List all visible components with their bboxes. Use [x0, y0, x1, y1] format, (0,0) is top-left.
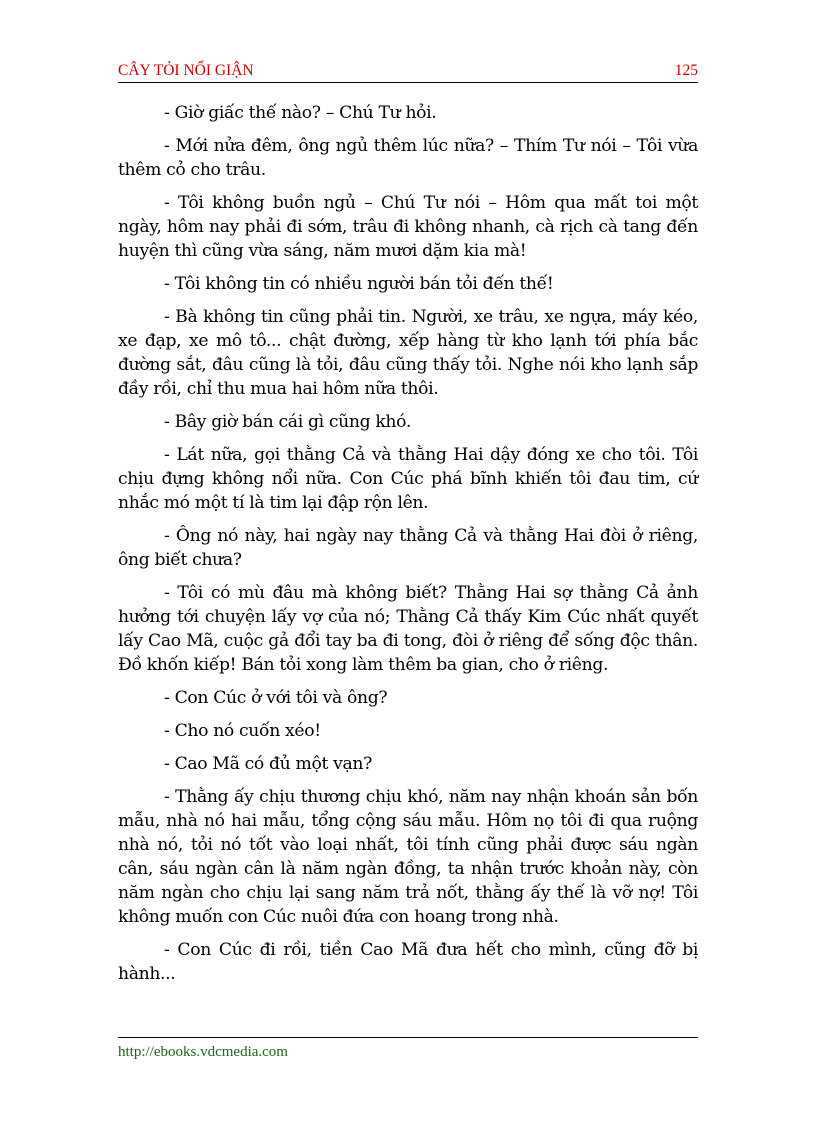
page-body	[118, 101, 698, 995]
paragraph: - Con Cúc đi rồi, tiền Cao Mã đưa hết cho mình, cũng đỡ bị hành...	[118, 940, 698, 984]
chapter-title: CÂY TỎI NỔI GIẬN	[118, 62, 254, 79]
paragraph: - Thằng ấy chịu thương chịu khó, năm nay nhận khoán sản bốn mẫu, nhà nó hai mẫu, tổng cộng sáu mẫu. Hôm nọ tôi đi qua ruộng nhà nó, tỏi nó tốt vào loại nhất, tôi tính cũng phải được sáu ngàn cân, sáu ngàn cân là năm ngàn đồng, ta nhận trước khoản này, còn năm ngàn cho chịu lại sang năm trả nốt, thằng ấy thế là vỡ nợ! Tôi không muốn con Cúc nuôi đứa con hoang trong nhà.	[118, 787, 698, 927]
paragraph: - Giờ giấc thế nào? – Chú Tư hỏi.	[164, 103, 437, 123]
paragraph: - Lát nữa, gọi thằng Cả và thằng Hai dậy đóng xe cho tôi. Tôi chịu đựng không nổi nữa. Con Cúc phá bĩnh khiến tôi đau tim, cứ nhắc mó một tí là tim lại đập rộn lên.	[118, 445, 698, 513]
paragraph: - Bây giờ bán cái gì cũng khó.	[164, 412, 411, 432]
page-footer	[118, 1037, 698, 1061]
paragraph: - Cho nó cuốn xéo!	[164, 721, 321, 741]
paragraph: - Tôi không buồn ngủ – Chú Tư nói – Hôm qua mất toi một ngày, hôm nay phải đi sớm, trâu đi không nhanh, cà rịch cà tang đến huyện thì cũng vừa sáng, năm mươi dặm kia mà!	[118, 193, 698, 261]
paragraph: - Con Cúc ở với tôi và ông?	[164, 688, 388, 708]
page-header	[118, 62, 698, 83]
paragraph: - Mới nửa đêm, ông ngủ thêm lúc nữa? – Thím Tư nói – Tôi vừa thêm cỏ cho trâu.	[118, 136, 698, 180]
paragraph: - Tôi không tin có nhiều người bán tỏi đến thế!	[164, 274, 554, 294]
page-number: 125	[674, 62, 698, 79]
paragraph: - Cao Mã có đủ một vạn?	[164, 754, 372, 774]
paragraph: - Bà không tin cũng phải tin. Người, xe trâu, xe ngựa, máy kéo, xe đạp, xe mô tô... chật đường, xếp hàng từ kho lạnh tới phía bắc đường sắt, đâu cũng là tỏi, đâu cũng thấy tỏi. Nghe nói kho lạnh sắp đầy rồi, chỉ thu mua hai hôm nữa thôi.	[118, 307, 698, 399]
paragraph: - Ông nó này, hai ngày nay thằng Cả và thằng Hai đòi ở riêng, ông biết chưa?	[118, 526, 698, 570]
paragraph: - Tôi có mù đâu mà không biết? Thằng Hai sợ thằng Cả ảnh hưởng tới chuyện lấy vợ của nó; Thằng Cả thấy Kim Cúc nhất quyết lấy Cao Mã, cuộc gả đổi tay ba đi tong, đòi ở riêng để sống độc thân. Đồ khốn kiếp! Bán tỏi xong làm thêm ba gian, cho ở riêng.	[118, 583, 698, 675]
source-link[interactable]: http://ebooks.vdcmedia.com	[118, 1044, 288, 1060]
